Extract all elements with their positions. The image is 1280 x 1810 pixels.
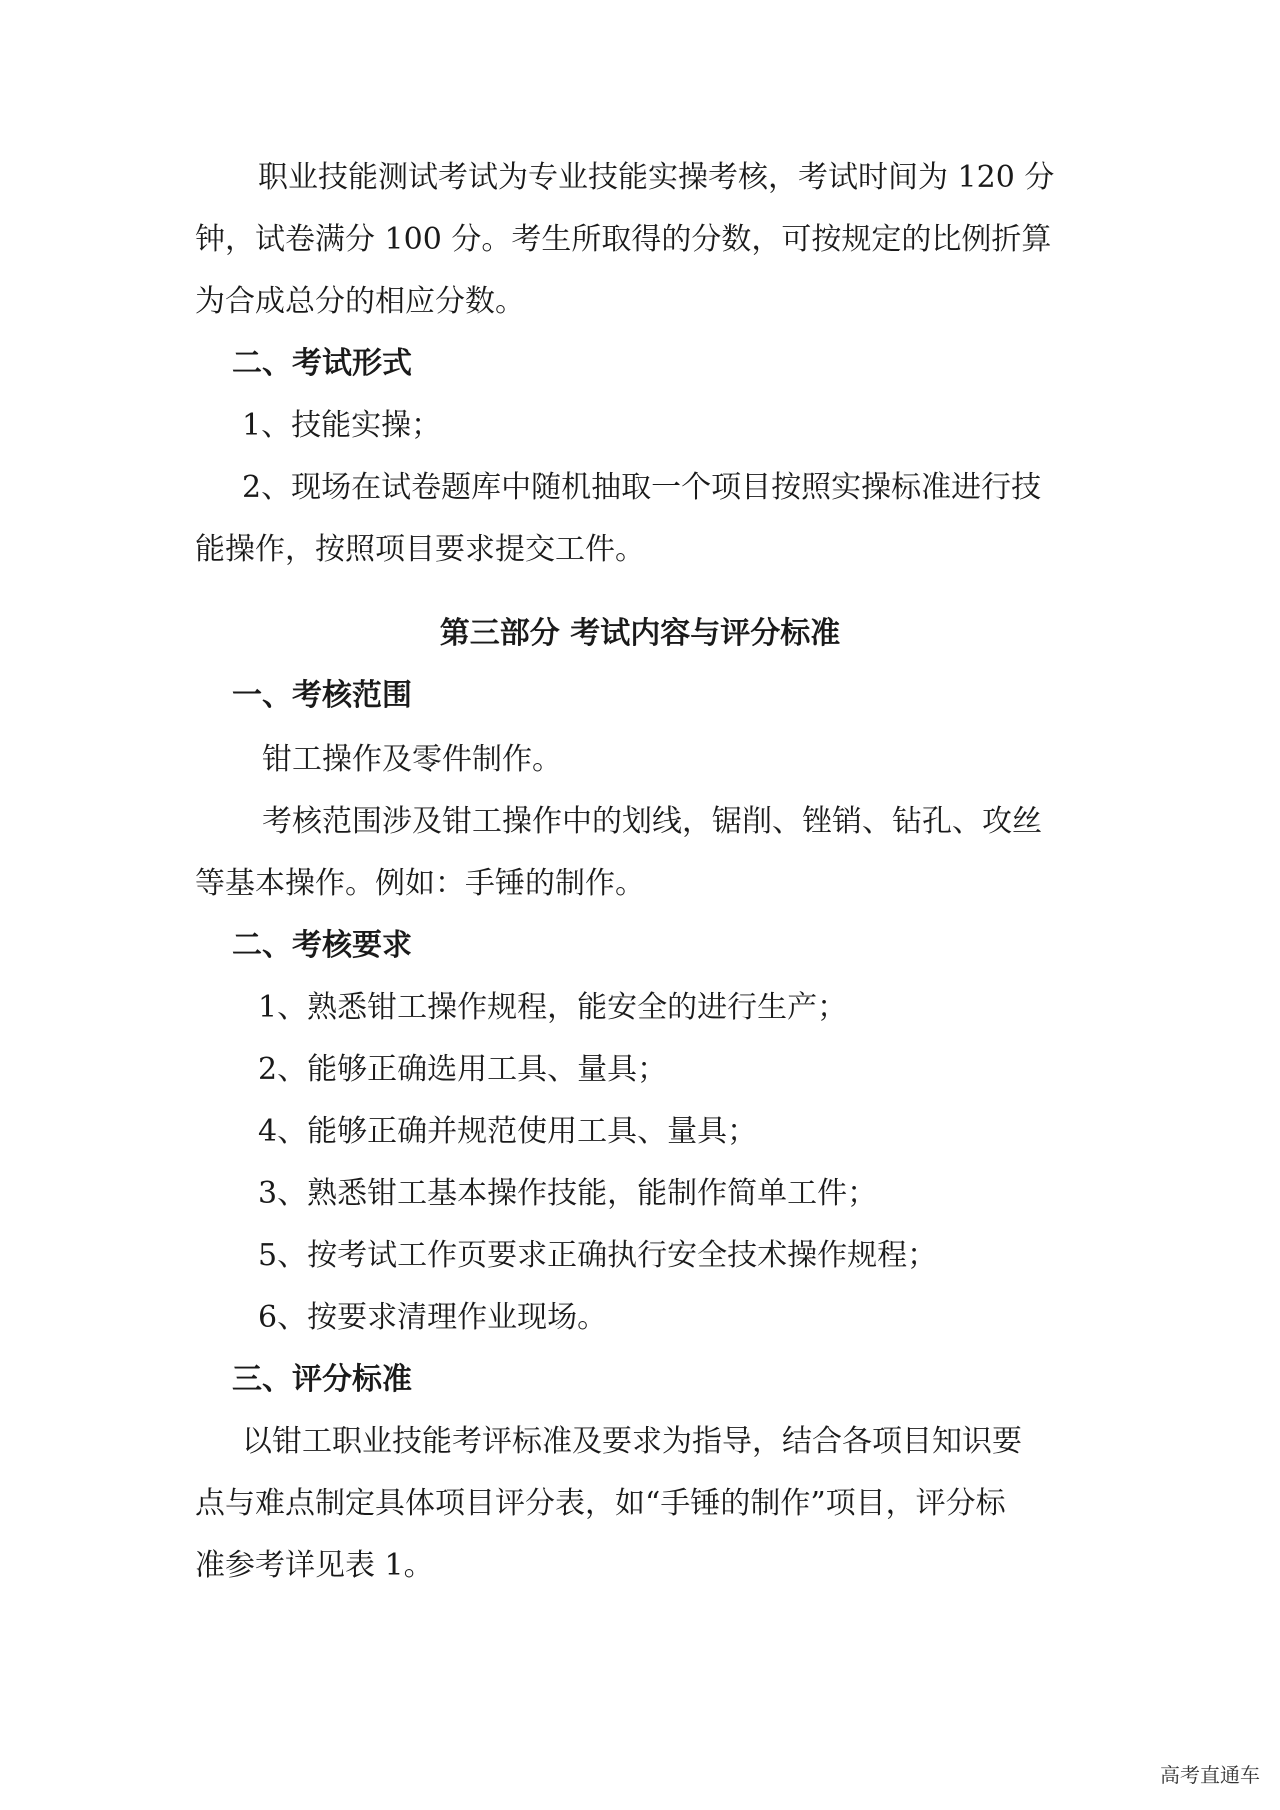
watermark: 高考直通车 (1160, 1763, 1260, 1787)
paragraph-line: 准参考详见表 1。 (195, 1548, 434, 1583)
list-item: 5、按考试工作页要求正确执行安全技术操作规程； (258, 1238, 938, 1273)
part-title: 第三部分 考试内容与评分标准 (439, 616, 841, 651)
paragraph-line: 以钳工职业技能考评标准及要求为指导，结合各项目知识要 (242, 1424, 1022, 1459)
section-heading-scope: 一、考核范围 (232, 678, 412, 713)
paragraph-line: 等基本操作。例如：手锤的制作。 (195, 866, 645, 901)
list-item: 2、能够正确选用工具、量具； (258, 1052, 668, 1087)
list-item: 1、熟悉钳工操作规程，能安全的进行生产； (258, 990, 848, 1025)
paragraph-line: 为合成总分的相应分数。 (195, 284, 525, 319)
section-heading-requirements: 二、考核要求 (232, 928, 412, 963)
paragraph-line: 钟，试卷满分 100 分。考生所取得的分数，可按规定的比例折算 (195, 222, 1052, 257)
paragraph-line: 钳工操作及零件制作。 (262, 742, 562, 777)
section-heading-scoring: 三、评分标准 (232, 1362, 412, 1397)
list-item-continuation: 能操作，按照项目要求提交工件。 (195, 532, 645, 567)
paragraph-line: 考核范围涉及钳工操作中的划线，锯削、锉销、钻孔、攻丝 (262, 804, 1042, 839)
list-item: 4、能够正确并规范使用工具、量具； (258, 1114, 758, 1149)
list-item: 1、技能实操； (242, 408, 442, 443)
list-item: 2、现场在试卷题库中随机抽取一个项目按照实操标准进行技 (242, 470, 1042, 505)
list-item: 3、熟悉钳工基本操作技能，能制作简单工件； (258, 1176, 878, 1211)
list-item: 6、按要求清理作业现场。 (258, 1300, 608, 1335)
section-heading-exam-form: 二、考试形式 (232, 346, 412, 381)
paragraph-line: 点与难点制定具体项目评分表，如“手锤的制作”项目，评分标 (195, 1486, 1006, 1521)
paragraph-line: 职业技能测试考试为专业技能实操考核，考试时间为 120 分 (258, 160, 1055, 195)
